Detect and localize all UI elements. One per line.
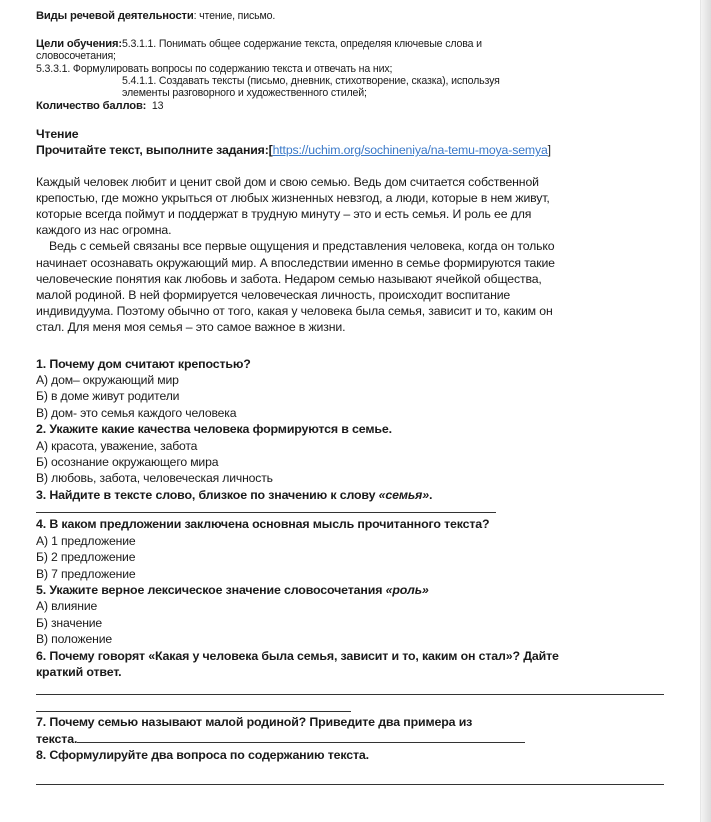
answer-option[interactable]: В) любовь, забота, человеческая личность <box>36 471 273 486</box>
question-text-main: 3. Найдите в тексте слово, близкое по значению к слову <box>36 487 379 502</box>
goals-label: Цели обучения: <box>36 38 122 51</box>
text-line: крепостью, где можно укрыться от любых жизненных невзгод, а люди, которые в нем живут, <box>36 190 550 205</box>
question-text <box>36 582 666 598</box>
answer-line[interactable] <box>36 512 496 513</box>
text-line: человеческие понятия как любовь и забота. Недаром семью называют ячейкой общества, <box>36 271 542 286</box>
learning-goals <box>36 38 666 112</box>
reading-instruction <box>36 143 666 159</box>
question-text-continued <box>36 731 666 747</box>
question-text: 8. Сформулируйте два вопроса по содержанию текста. <box>36 748 369 763</box>
answer-option[interactable]: А) красота, уважение, забота <box>36 438 198 453</box>
answer-line[interactable] <box>36 694 664 695</box>
question-text: 4. В каком предложении заключена основная мысль прочитанного текста? <box>36 517 490 532</box>
goal-line: элементы разговорного и художественного стилей; <box>122 87 367 100</box>
question-text: краткий ответ. <box>36 664 122 679</box>
answer-option[interactable]: В) положение <box>36 632 113 647</box>
answer-option[interactable]: В) дом- это семья каждого человека <box>36 405 237 420</box>
text-line: Каждый человек любит и ценит свой дом и свою семью. Ведь дом считается собственной <box>36 174 539 189</box>
question-keyword: «роль» <box>385 582 429 597</box>
activity-label: Виды речевой деятельности <box>36 10 194 22</box>
question-4 <box>36 516 666 582</box>
goal-line: 5.3.1.1. Понимать общее содержание текста, определяя ключевые слова и <box>121 38 482 51</box>
answer-option[interactable]: Б) в доме живут родители <box>36 389 180 404</box>
page-edge-shadow <box>700 0 711 822</box>
activity-value: : чтение, письмо. <box>193 10 276 22</box>
question-text <box>36 487 666 503</box>
text-line: малой родиной. В ней формируется человеческая личность, происходит воспитание <box>36 288 511 303</box>
question-3 <box>36 487 666 513</box>
answer-option[interactable]: А) дом– окружающий мир <box>36 373 179 388</box>
question-keyword: «семья» <box>378 487 429 502</box>
source-link[interactable]: https://uchim.org/sochineniya/na-temu-moya-semya <box>272 143 548 158</box>
question-1 <box>36 356 666 422</box>
text-line: Ведь с семьей связаны все первые ощущения и представления человека, когда он только <box>49 239 555 254</box>
question-8 <box>36 747 666 784</box>
bracket-open: [ <box>268 143 273 158</box>
goal-line: словосочетания; <box>36 50 116 63</box>
question-text-tail: . <box>428 487 433 502</box>
question-text: 1. Почему дом считают крепостью? <box>36 356 251 371</box>
reading-text-paragraph-1 <box>36 174 666 239</box>
question-5 <box>36 582 666 648</box>
answer-option[interactable]: Б) 2 предложение <box>36 550 136 565</box>
activity-line <box>36 10 666 22</box>
question-text: 2. Укажите какие качества человека формируются в семье. <box>36 422 392 437</box>
answer-line[interactable] <box>36 784 664 785</box>
answer-option[interactable]: А) влияние <box>36 599 98 614</box>
question-6 <box>36 648 666 713</box>
score-value: 13 <box>151 100 164 113</box>
reading-text-paragraph-2 <box>36 238 666 335</box>
section-title-reading: Чтение <box>36 127 79 142</box>
text-line: начинает осознавать окружающий мир. А впоследствии именно в семье формируются такие <box>36 255 555 270</box>
text-line: индивидуума. Поэтому обычно от того, какая у человека была семья, зависит и то, каким он <box>36 304 553 319</box>
score-label: Количество баллов: <box>36 100 147 113</box>
text-line: каждого из нас огромна. <box>36 223 172 238</box>
goal-line: 5.4.1.1. Создавать тексты (письмо, дневник, стихотворение, сказка), используя <box>122 74 500 87</box>
question-2 <box>36 421 666 487</box>
answer-line[interactable] <box>77 742 525 743</box>
question-text: 6. Почему говорят «Какая у человека была семья, зависит и то, каким он стал»? Дайте <box>36 648 559 663</box>
question-text: 7. Почему семью называют малой родиной? Приведите два примера из <box>36 715 473 730</box>
bracket-close: ] <box>547 143 551 158</box>
answer-line[interactable] <box>36 711 351 712</box>
question-7 <box>36 714 666 747</box>
worksheet-page <box>36 0 666 785</box>
answer-option[interactable]: А) 1 предложение <box>36 533 136 548</box>
instruction-text: Прочитайте текст, выполните задания: <box>36 143 269 158</box>
answer-option[interactable]: Б) осознание окружающего мира <box>36 455 219 470</box>
question-text-main: 5. Укажите верное лексическое значение словосочетания <box>36 582 386 597</box>
text-line: стал. Для меня моя семья – это самое важное в жизни. <box>36 320 346 335</box>
answer-option[interactable]: Б) значение <box>36 615 103 630</box>
question-text-tail: текста. <box>36 731 78 746</box>
answer-option[interactable]: В) 7 предложение <box>36 566 136 581</box>
text-line: которые всегда поймут и поддержат в трудную минуту – это и есть семья. И роль ее для <box>36 207 532 222</box>
goal-line: 5.3.3.1. Формулировать вопросы по содержанию текста и отвечать на них; <box>36 62 393 75</box>
